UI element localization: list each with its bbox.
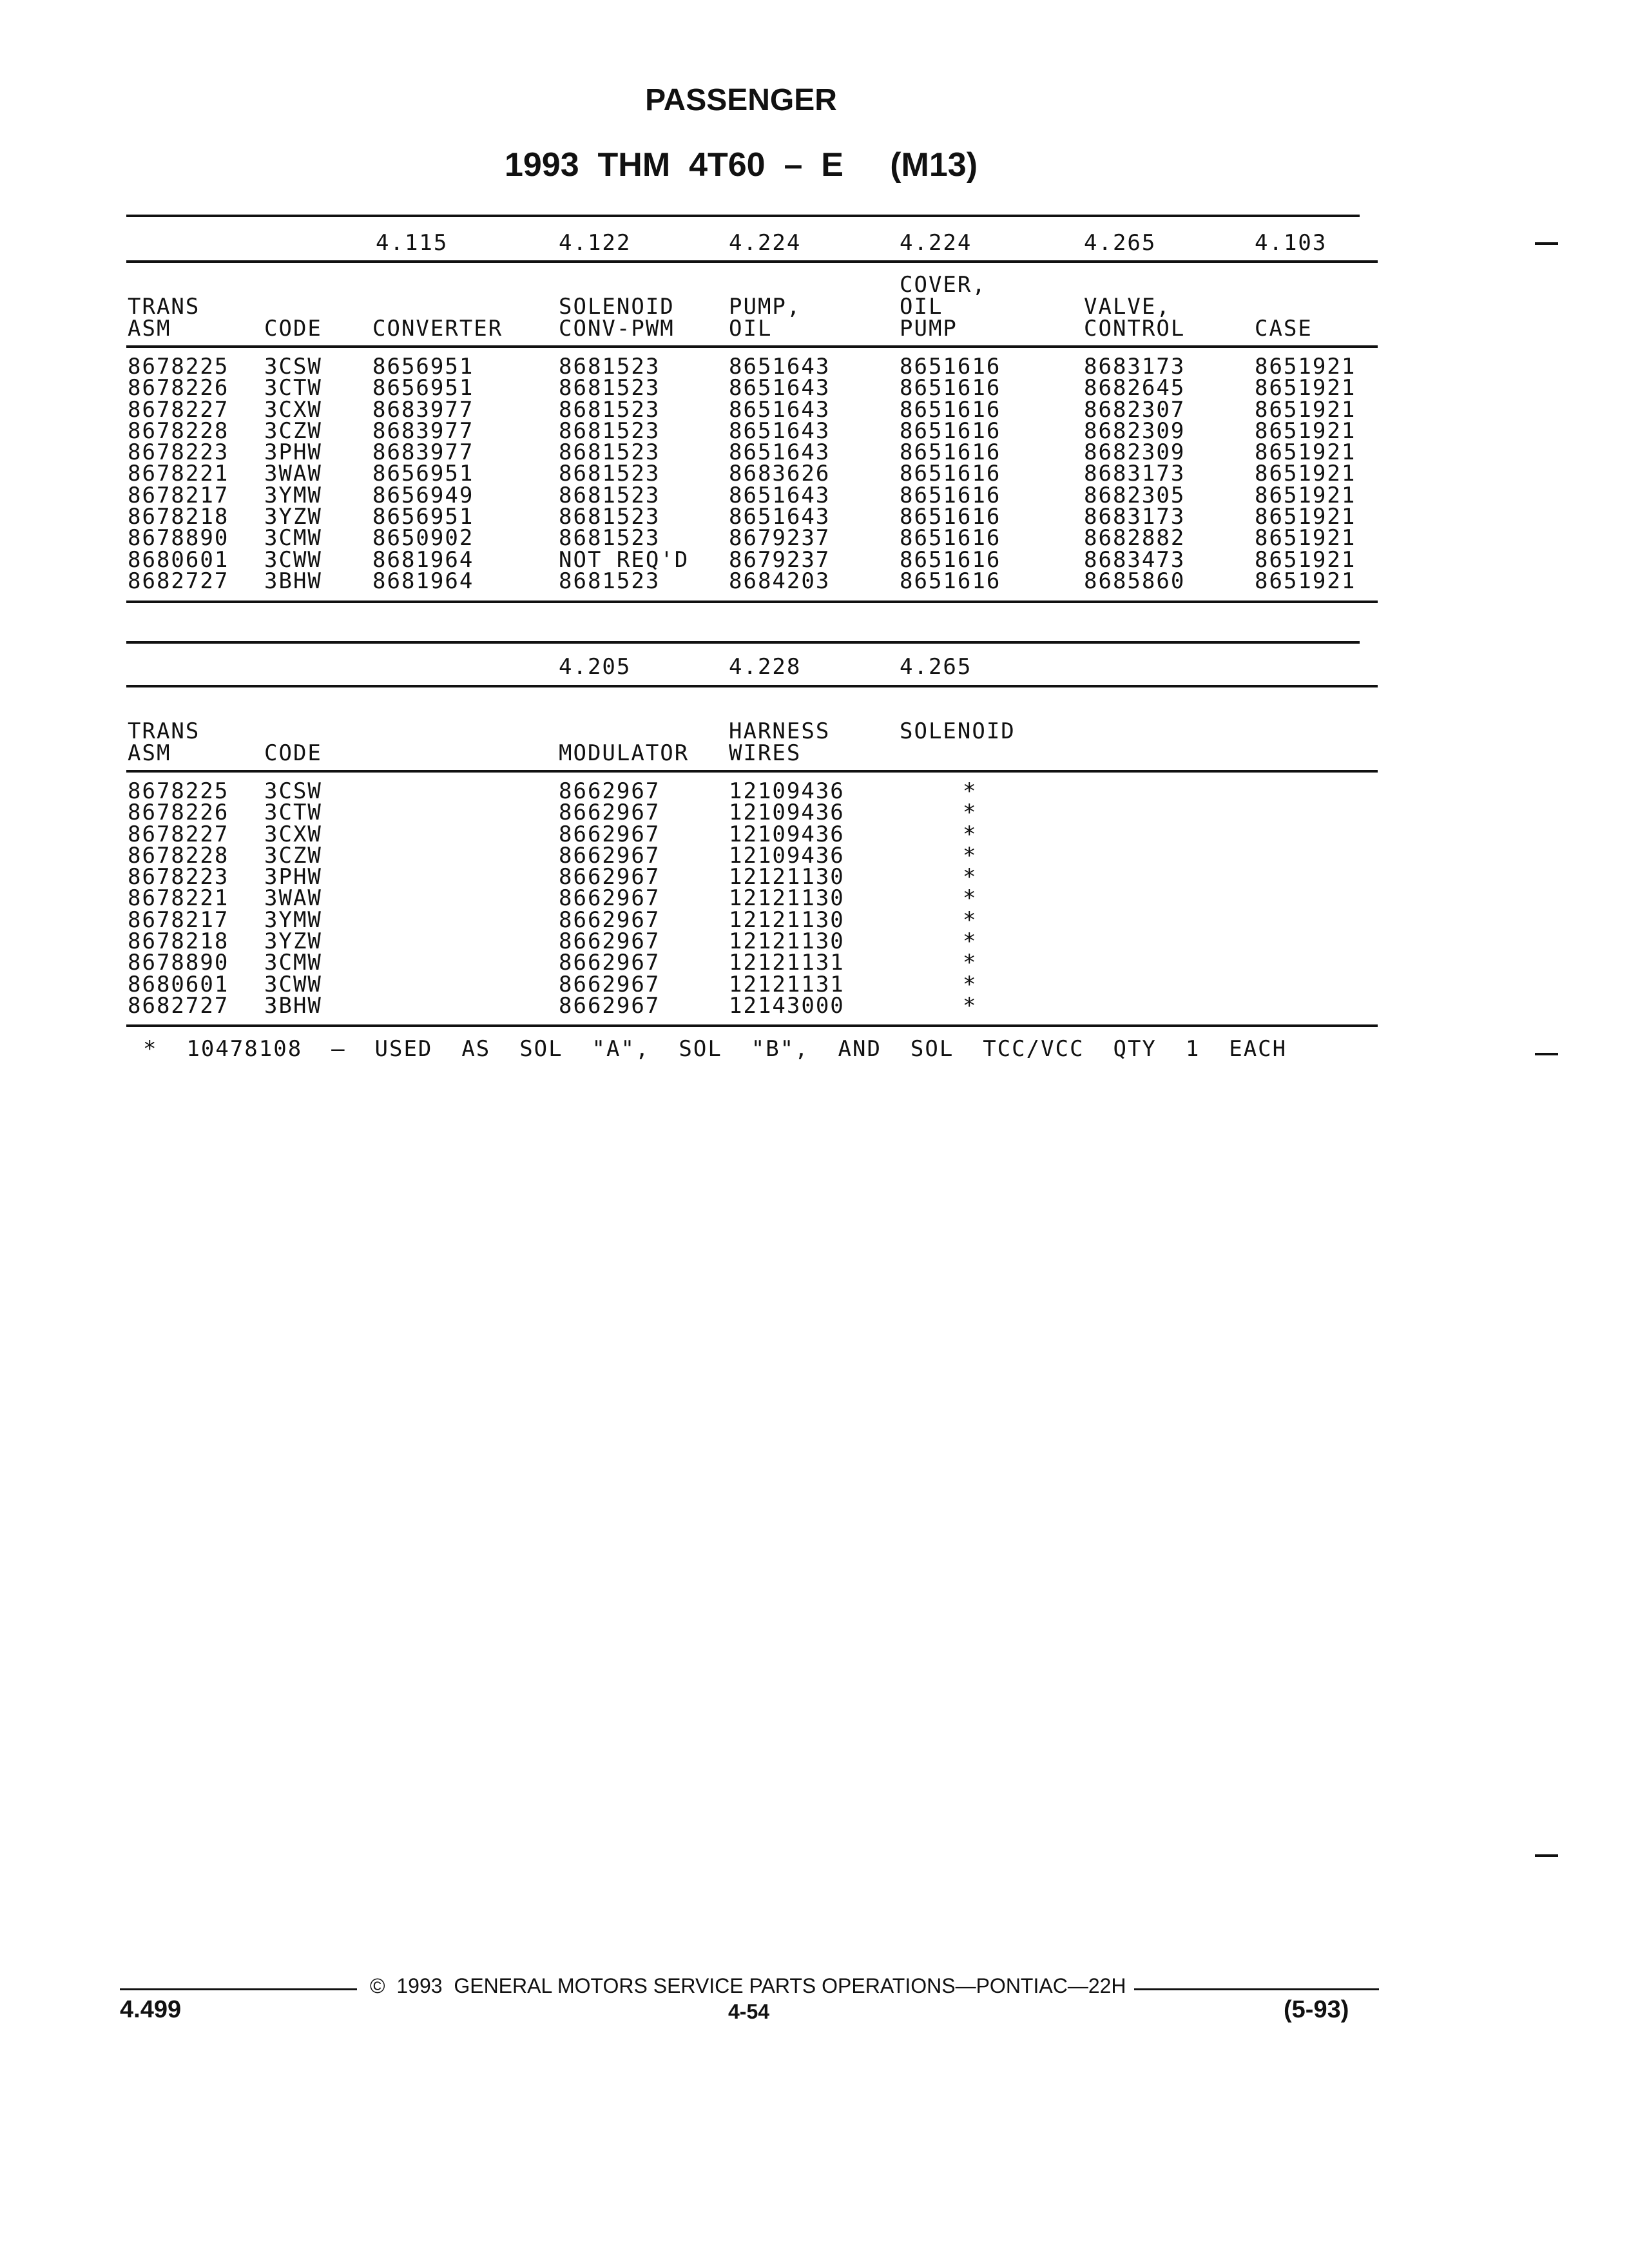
table-cell: 8682309 [1084,439,1186,466]
table-cell: 3CWW [264,971,322,997]
table-cell: 8682307 [1084,396,1186,423]
table-cell: 8656951 [372,461,474,487]
table-cell: 8683977 [372,439,474,466]
table-cell: 8681523 [559,504,660,530]
table-cell: 12109436 [729,778,845,804]
table-cell: 8662967 [559,842,660,869]
table2-column [729,778,845,1019]
table-cell: 8651921 [1255,354,1356,380]
table-cell: 8651616 [900,354,1001,380]
table-cell: 3CWW [264,546,322,573]
table2-bottom-rule [126,1024,1378,1027]
column-header-trans-asm: TRANS ASM [128,294,200,341]
table1-column [128,356,229,592]
table2-header-rule [126,770,1378,773]
table-cell: * [963,885,978,912]
table-cell: 8651921 [1255,375,1356,401]
table-cell: 8651616 [900,418,1001,444]
table-cell: 8683977 [372,396,474,423]
table-cell: * [963,821,978,847]
table-cell: 8681523 [559,461,660,487]
table-cell: 8678223 [128,864,229,890]
table-cell: * [963,950,978,976]
table-cell: 3CXW [264,821,322,847]
table-cell: * [963,971,978,997]
table-cell: 8681523 [559,482,660,508]
table1-column [372,356,474,592]
table-cell: 8678890 [128,950,229,976]
table-cell: 8678227 [128,821,229,847]
section-number: 4.224 [729,230,802,256]
table-cell: 8682727 [128,568,229,594]
table-cell: 8651616 [900,482,1001,508]
margin-tick [1535,1053,1558,1055]
footer-rule-right [1134,1988,1379,1990]
table-cell: 8651643 [729,396,831,423]
table1-column [559,356,689,592]
section-number: 4.265 [900,654,972,680]
column-header-harness-wires: HARNESS WIRES [729,718,831,766]
footnote: * 10478108 – USED AS SOL "A", SOL "B", AND SOL TCC/VCC QTY 1 EACH [143,1036,1287,1062]
table-cell: 3PHW [264,864,322,890]
table1-column [1255,356,1356,592]
table-cell: 3CTW [264,800,322,826]
table2-subheader-rule [126,685,1378,687]
table-cell: 8684203 [729,568,831,594]
table-cell: 8651616 [900,568,1001,594]
table2-column [963,778,978,1019]
table-cell: 12121130 [729,864,845,890]
table-cell: 12121130 [729,907,845,933]
table-cell: 8651643 [729,504,831,530]
table-cell: 8682645 [1084,375,1186,401]
table-cell: 12121131 [729,971,845,997]
table-cell: 8681523 [559,396,660,423]
table1-subheader-rule [126,260,1378,263]
table-cell: * [963,778,978,804]
table1-top-rule [126,215,1360,217]
table-cell: 8678227 [128,396,229,423]
table-cell: 8682305 [1084,482,1186,508]
table-cell: 8681523 [559,568,660,594]
table-cell: 8662967 [559,821,660,847]
table-cell: * [963,907,978,933]
table-cell: 8683173 [1084,504,1186,530]
table-cell: 8685860 [1084,568,1186,594]
table-cell: 3CSW [264,778,322,804]
table-cell: 12121131 [729,950,845,976]
table-cell: 8682309 [1084,418,1186,444]
table-cell: * [963,992,978,1019]
table-cell: 8662967 [559,800,660,826]
table-cell: 3PHW [264,439,322,466]
table-cell: 3CSW [264,354,322,380]
table-cell: 3CMW [264,950,322,976]
table1-column [264,356,322,592]
table-cell: 8651643 [729,375,831,401]
section-number: 4.265 [1084,230,1157,256]
table-cell: 8651643 [729,439,831,466]
table-cell: 8683473 [1084,546,1186,573]
table-cell: 8651616 [900,546,1001,573]
column-header-cover-oil-pump: COVER, OIL PUMP [900,272,987,341]
table-cell: 8651921 [1255,461,1356,487]
table-cell: 8681523 [559,439,660,466]
table-cell: 8678225 [128,354,229,380]
column-header-modulator: MODULATOR [559,740,689,766]
table-cell: 8651921 [1255,568,1356,594]
section-number: 4.115 [376,230,448,256]
table-cell: * [963,800,978,826]
column-header-pump-oil: PUMP, OIL [729,294,802,341]
table-cell: 8678223 [128,439,229,466]
table1-header-rule [126,345,1378,348]
table-cell: 8651643 [729,482,831,508]
table-cell: 8680601 [128,971,229,997]
table-cell: 12109436 [729,821,845,847]
table-cell: * [963,928,978,955]
table1-column [900,356,1001,592]
page-title: PASSENGER [645,83,837,117]
table-cell: 3CTW [264,375,322,401]
table-cell: 8662967 [559,992,660,1019]
table-cell: 8651616 [900,439,1001,466]
table-cell: 8682727 [128,992,229,1019]
column-header-code: CODE [264,740,322,766]
table1-column [1084,356,1185,592]
table-cell: 8678221 [128,461,229,487]
table-cell: 3CXW [264,396,322,423]
table-cell: 8651643 [729,354,831,380]
table-cell: 3BHW [264,568,322,594]
table-cell: 8662967 [559,950,660,976]
table-cell: 3YZW [264,504,322,530]
table-cell: 8678218 [128,928,229,955]
table-cell: * [963,842,978,869]
table-cell: 8678217 [128,482,229,508]
table-cell: 3BHW [264,992,322,1019]
table-cell: 8651616 [900,396,1001,423]
table-cell: 8656951 [372,354,474,380]
table-cell: 3YZW [264,928,322,955]
table2-top-rule [126,641,1360,644]
table-cell: 8656951 [372,375,474,401]
table-cell: 8650902 [372,525,474,552]
margin-tick [1535,242,1558,245]
table-cell: 8679237 [729,546,831,573]
table2-column [128,778,229,1019]
page-subtitle: 1993 THM 4T60 – E (M13) [504,146,978,184]
section-number-footer: 4.499 [120,1996,182,2023]
table-cell: 12143000 [729,992,845,1019]
page-number: 4-54 [728,2000,770,2023]
table-cell: 8683173 [1084,461,1186,487]
table-cell: 8656949 [372,482,474,508]
table-cell: 12121130 [729,885,845,912]
table-cell: 8678226 [128,800,229,826]
table-cell: 8651921 [1255,546,1356,573]
table-cell: 8681523 [559,525,660,552]
table-cell: NOT REQ'D [559,546,689,573]
table-cell: 8651921 [1255,525,1356,552]
table-cell: 8662967 [559,928,660,955]
section-number: 4.122 [559,230,631,256]
table-cell: 8678217 [128,907,229,933]
column-header-solenoid: SOLENOID CONV-PWM [559,294,675,341]
table-cell: 8662967 [559,885,660,912]
table-cell: 8681523 [559,418,660,444]
table-cell: 8651921 [1255,439,1356,466]
table-cell: 12109436 [729,800,845,826]
table-cell: 8662967 [559,971,660,997]
revision-date: (5-93) [1284,1996,1349,2023]
table-cell: 8678228 [128,842,229,869]
copyright-line: © 1993 GENERAL MOTORS SERVICE PARTS OPERATIONS—PONTIAC—22H [370,1974,1126,1997]
table-cell: 8678225 [128,778,229,804]
table1-column [729,356,830,592]
table2-column [264,778,322,1019]
table-cell: 8662967 [559,778,660,804]
table-cell: 8678226 [128,375,229,401]
section-number: 4.205 [559,654,631,680]
table-cell: 8651921 [1255,504,1356,530]
table-cell: 8682882 [1084,525,1186,552]
section-number: 4.224 [900,230,972,256]
table-cell: 3WAW [264,461,322,487]
column-header-case: CASE [1255,316,1313,341]
table-cell: 12121130 [729,928,845,955]
table-cell: 8680601 [128,546,229,573]
table-cell: 8656951 [372,504,474,530]
footer-rule-left [120,1988,357,1990]
table-cell: 8662967 [559,907,660,933]
column-header-code: CODE [264,316,322,341]
table-cell: 3CZW [264,418,322,444]
table-cell: 3YMW [264,482,322,508]
column-header-trans-asm: TRANS ASM [128,718,200,766]
section-number: 4.228 [729,654,802,680]
column-header-valve-control: VALVE, CONTROL [1084,294,1186,341]
table-cell: 8662967 [559,864,660,890]
table-cell: 8678890 [128,525,229,552]
table-cell: 8651616 [900,504,1001,530]
table-cell: 8651643 [729,418,831,444]
table-cell: 8681523 [559,354,660,380]
table1-bottom-rule [126,601,1378,603]
table-cell: 3WAW [264,885,322,912]
table-cell: 8683173 [1084,354,1186,380]
table-cell: 8681964 [372,568,474,594]
table-cell: 8651921 [1255,396,1356,423]
table-cell: 8651921 [1255,482,1356,508]
table-cell: 3CMW [264,525,322,552]
table-cell: 3CZW [264,842,322,869]
table-cell: 8651616 [900,375,1001,401]
table-cell: 8683977 [372,418,474,444]
table-cell: 3YMW [264,907,322,933]
table-cell: 8651921 [1255,418,1356,444]
table-cell: 8681523 [559,375,660,401]
column-header-solenoid: SOLENOID [900,718,1016,744]
table-cell: 8681964 [372,546,474,573]
table2-column [559,778,660,1019]
table-cell: 8651616 [900,525,1001,552]
table-cell: 12109436 [729,842,845,869]
table-cell: 8678221 [128,885,229,912]
column-header-converter: CONVERTER [372,316,503,341]
table-cell: * [963,864,978,890]
table-cell: 8683626 [729,461,831,487]
table-cell: 8678218 [128,504,229,530]
section-number: 4.103 [1255,230,1327,256]
table-cell: 8679237 [729,525,831,552]
table-cell: 8651616 [900,461,1001,487]
margin-tick [1535,1854,1558,1857]
table-cell: 8678228 [128,418,229,444]
